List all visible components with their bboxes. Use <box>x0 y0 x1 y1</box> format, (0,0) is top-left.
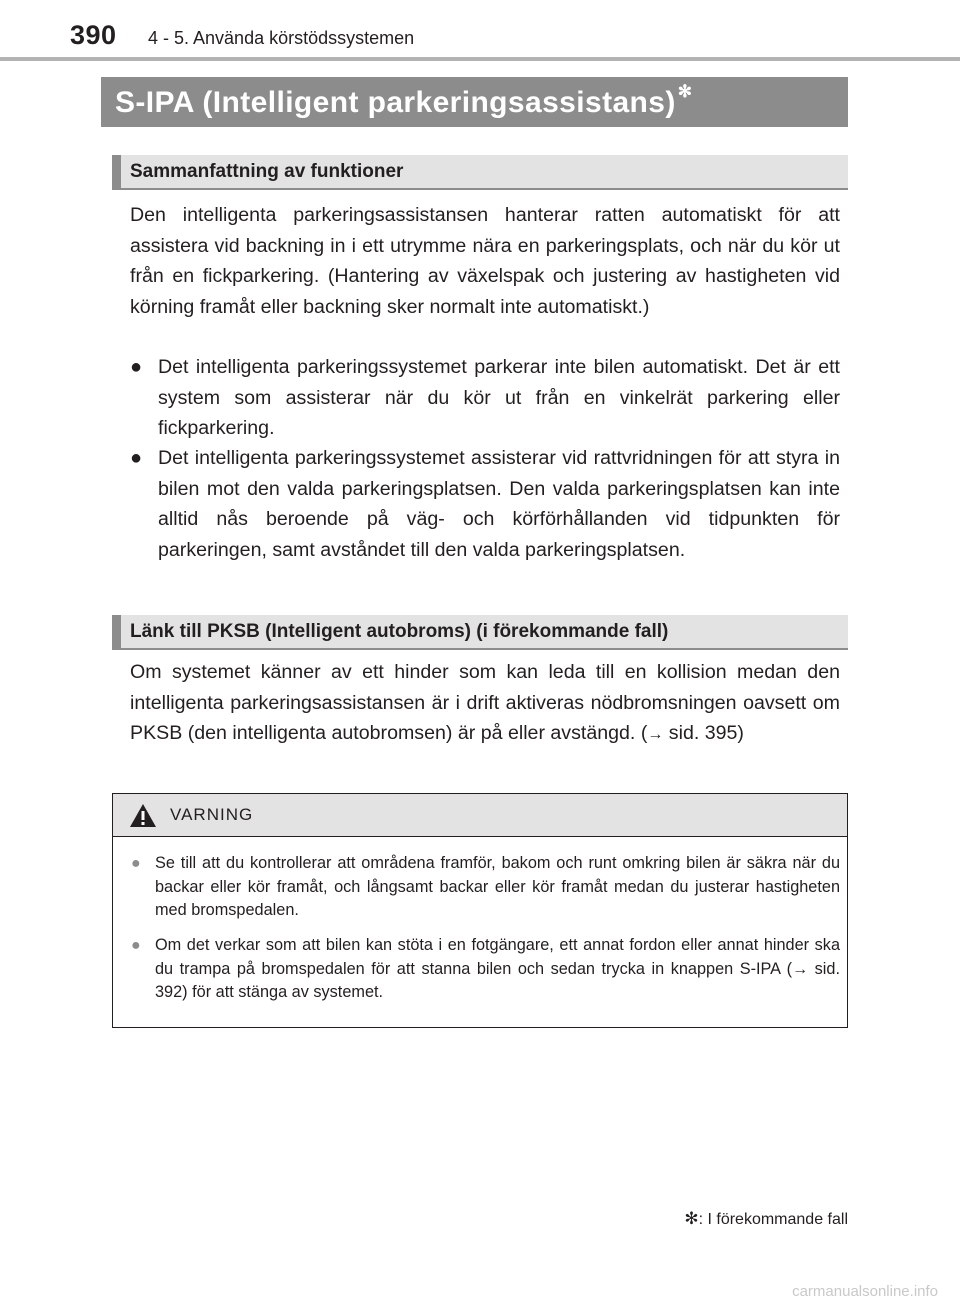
summary-bullet-1 <box>130 352 840 444</box>
warning-item-1-text: Se till att du kontrollerar att områdena framför, bakom och runt omkring bilen är säkra när du backar eller kör framåt, och långsamt backar eller kör framåt medan du justerar hastigheten med bromspedalen. <box>155 854 840 919</box>
warning-item-2 <box>131 934 840 1005</box>
warning-triangle-icon <box>129 803 157 828</box>
warning-item-2-text: Om det verkar som att bilen kan stöta i en fotgängare, ett annat fordon eller annat hinder ska du trampa på bromspedalen för att stanna bilen och sedan trycka in knappen S-IPA ( <box>155 936 840 978</box>
page-title-text: S-IPA (Intelligent parkeringsassistans) <box>115 86 676 119</box>
chapter-title: 4 - 5. Använda körstödssystemen <box>148 28 415 48</box>
pksb-page-reference: sid. 395) <box>663 722 744 744</box>
footnote <box>684 1209 848 1229</box>
arrow-right-icon: → <box>792 960 809 978</box>
header-rule <box>0 57 960 61</box>
warning-bullet-icon: ● <box>131 855 141 872</box>
title-bar <box>101 77 848 127</box>
page-title <box>115 82 693 120</box>
warning-bullet-icon: ● <box>131 937 141 954</box>
warning-item-2-text-end: sid. 392) för att stänga av systemet. <box>155 959 840 1001</box>
warning-item-1 <box>131 852 840 923</box>
section-heading-pksb-text: Länk till PKSB (Intelligent autobroms) (i förekommande fall) <box>130 621 669 642</box>
pksb-paragraph <box>130 657 840 751</box>
warning-label: VARNING <box>170 805 254 824</box>
summary-bullet-1-text: Det intelligenta parkeringssystemet parkerar inte bilen automatiskt. Det är ett system som assisterar när du kör ut från en vinkelrät parkering eller fickparkering. <box>158 356 840 439</box>
section-heading-summary-text: Sammanfattning av funktioner <box>130 161 404 182</box>
warning-box <box>112 793 848 1028</box>
footnote-asterisk-mark: ✻ <box>684 1209 699 1228</box>
summary-bullet-2-text: Det intelligenta parkeringssystemet assisterar vid rattvridningen för att styra in bilen mot den valda parkeringsplatsen. Den valda parkeringsplatsen kan inte alltid nås beroende på väg- och körförhållanden vid tidpunkten för parkeringen, samt avståndet till den valda parkeringsplatsen. <box>158 447 840 561</box>
title-asterisk-mark: ✻ <box>677 82 693 101</box>
summary-paragraph: Den intelligenta parkeringsassistansen hanterar ratten automatiskt för att assistera vid backning in i ett utrymme nära en parkeringsplats, och när du kör ut från en fickparkering. (Hantering av växelspak och justering av hastigheten vid körning framåt eller backning sker normalt inte automatiskt.) <box>130 204 840 318</box>
bullet-dot-icon: ● <box>130 447 143 469</box>
section-heading-summary <box>112 155 848 190</box>
bullet-dot-icon: ● <box>130 356 143 378</box>
footnote-text: : I förekommande fall <box>698 1211 848 1228</box>
section-heading-pksb <box>112 615 848 650</box>
pksb-paragraph-text: Om systemet känner av ett hinder som kan leda till en kollision medan den intelligenta parkeringsassistansen är i drift aktiveras nödbromsningen oavsett om PKSB (den intelligenta autobromsen) är på eller avstängd. ( <box>130 661 840 744</box>
arrow-right-icon: → <box>647 726 664 743</box>
watermark: carmanualsonline.info <box>792 1283 938 1300</box>
summary-bullet-2 <box>130 443 840 565</box>
warning-header <box>113 794 847 837</box>
page-number: 390 <box>70 20 117 50</box>
